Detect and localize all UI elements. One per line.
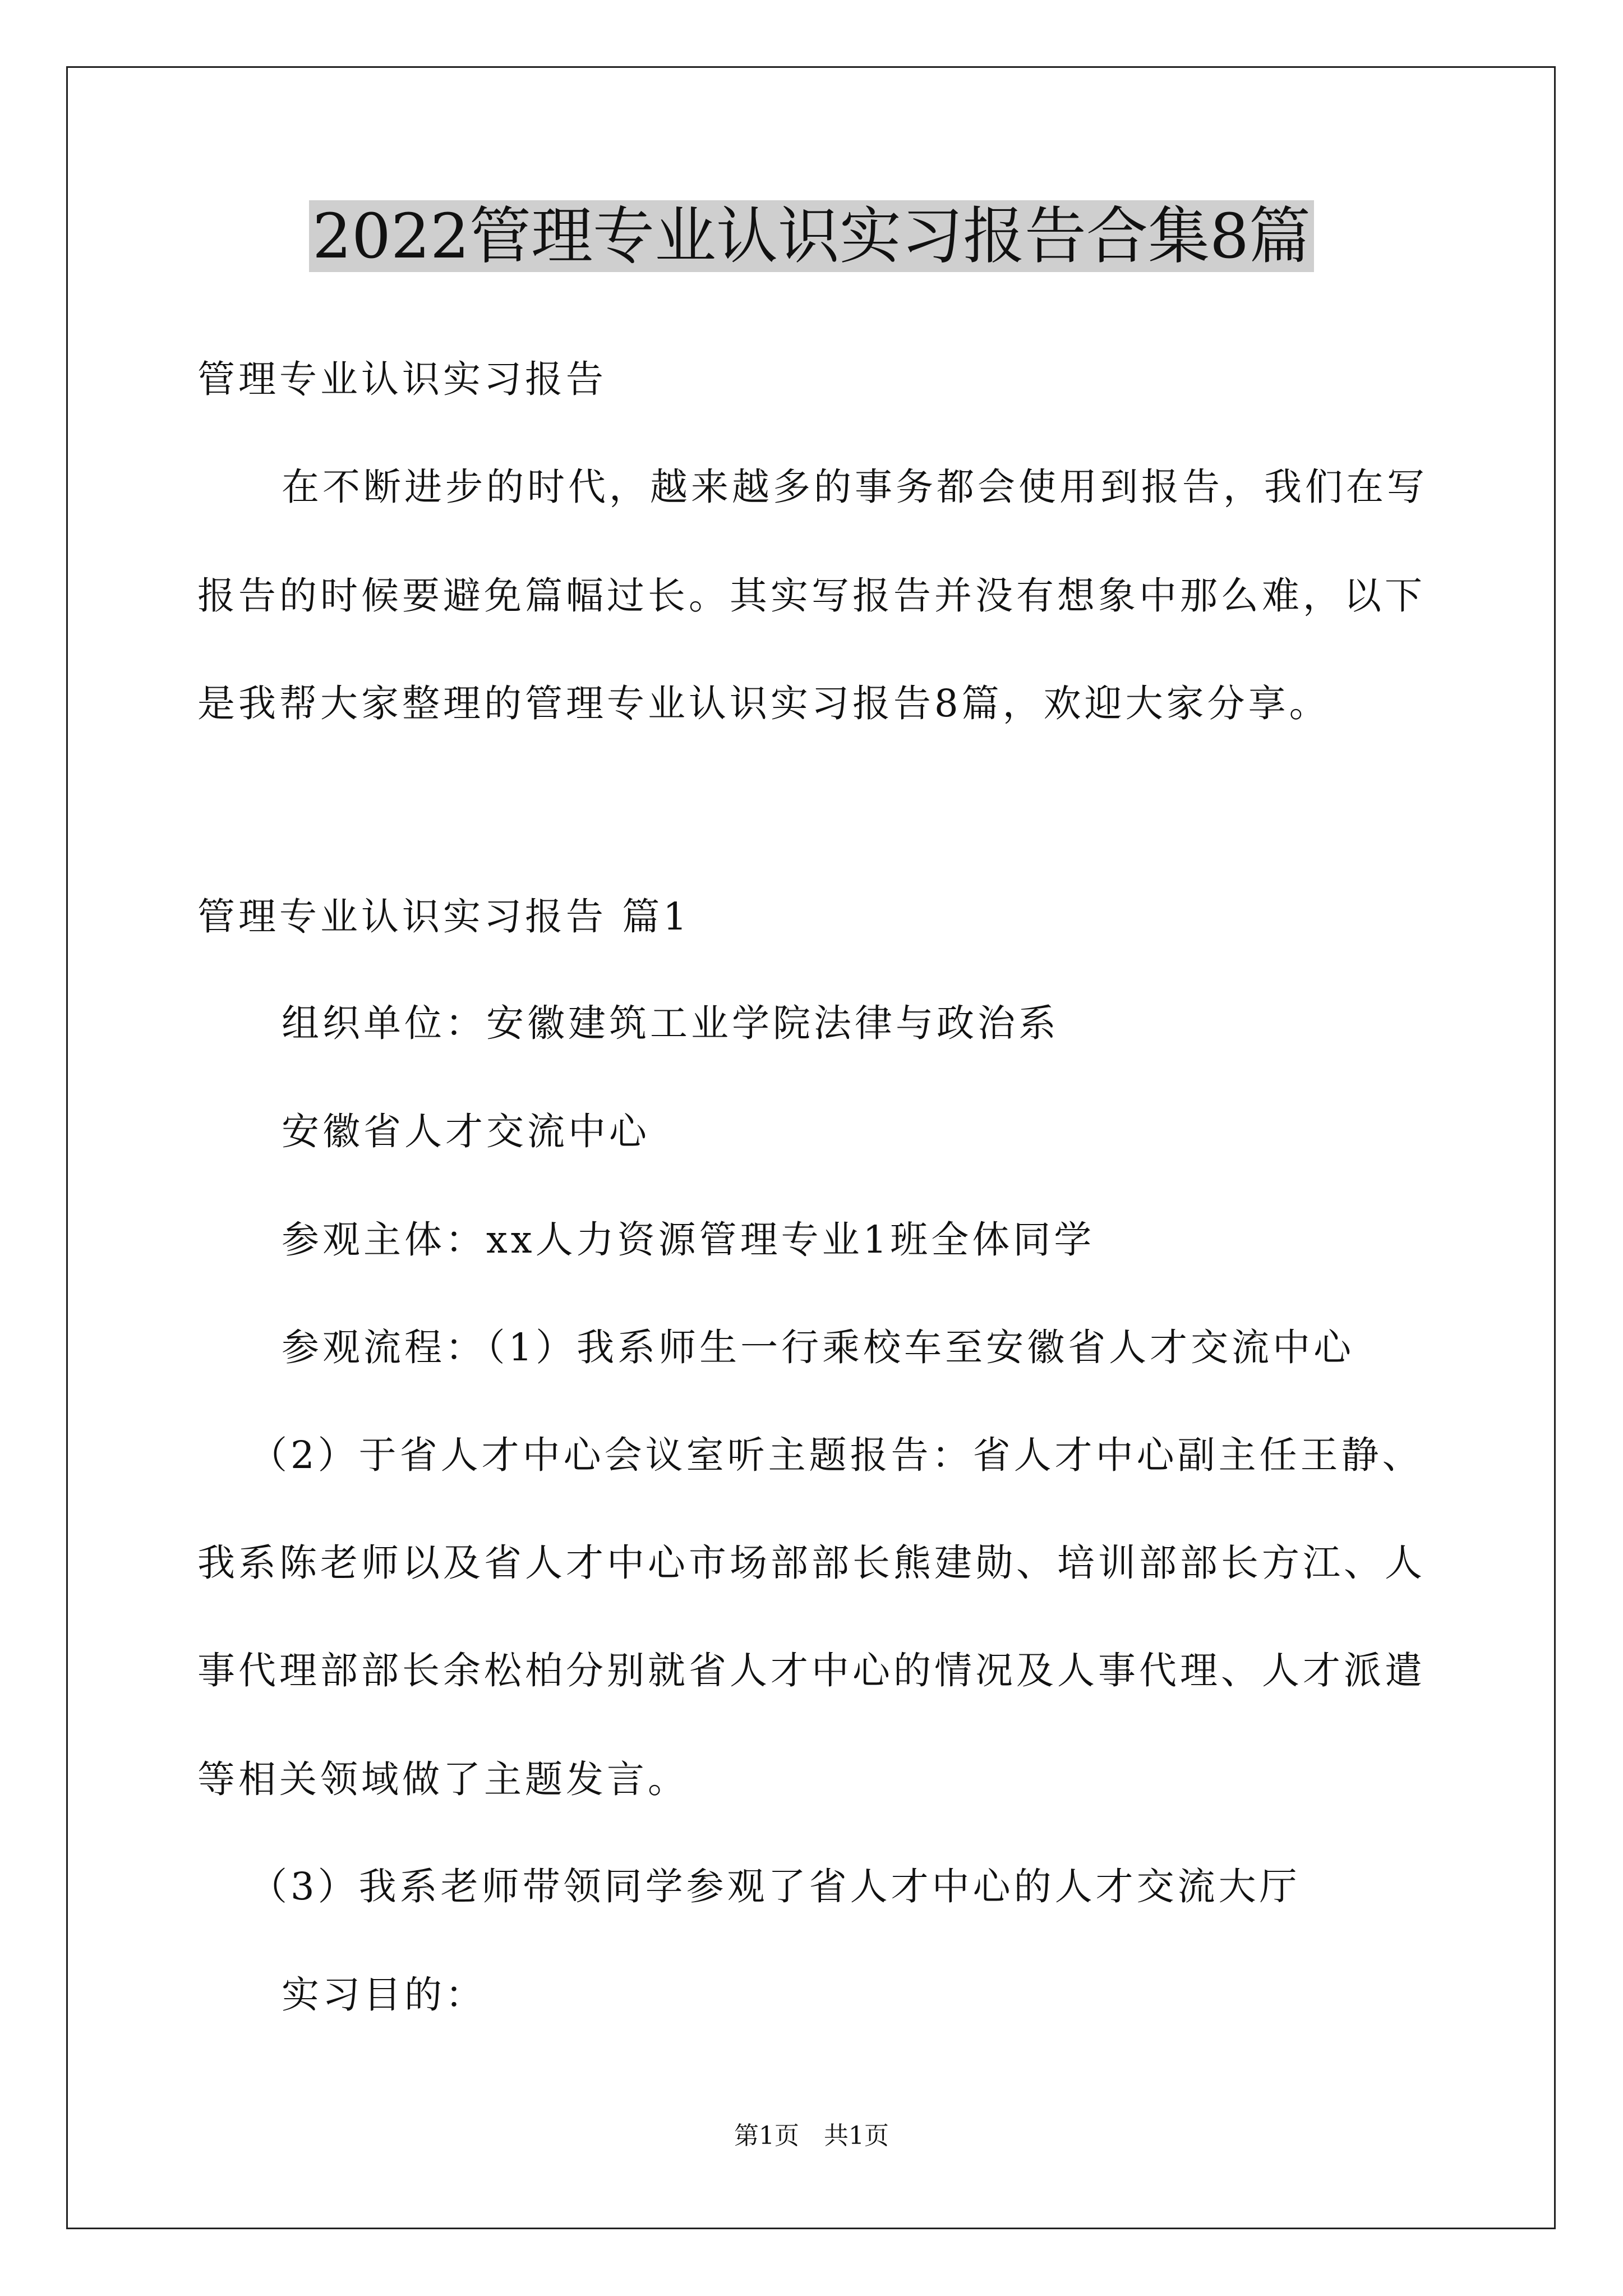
- section-heading: 管理专业认识实习报告 篇1: [197, 895, 690, 938]
- intro-line-3: 是我帮大家整理的管理专业认识实习报告8篇，欢迎大家分享。: [197, 682, 1330, 725]
- document-subtitle: 管理专业认识实习报告: [197, 357, 607, 401]
- document-title-text: 2022管理专业认识实习报告合集8篇: [309, 200, 1314, 272]
- body-line-10: 实习目的：: [282, 1973, 486, 2017]
- body-line-5: （2）于省人才中心会议室听主题报告：省人才中心副主任王静、: [250, 1433, 1423, 1477]
- body-line-9: （3）我系老师带领同学参观了省人才中心的人才交流大厅: [250, 1865, 1301, 1908]
- body-line-4: 参观流程：（1）我系师生一行乘校车至安徽省人才交流中心: [282, 1326, 1355, 1369]
- body-line-6: 我系陈老师以及省人才中心市场部部长熊建勋、培训部部长方江、人: [197, 1541, 1426, 1585]
- intro-line-2: 报告的时候要避免篇幅过长。其实写报告并没有想象中那么难，以下: [197, 574, 1426, 618]
- body-line-1: 组织单位：安徽建筑工业学院法律与政治系: [282, 1001, 1059, 1045]
- intro-line-1: 在不断进步的时代，越来越多的事务都会使用到报告，我们在写: [282, 465, 1428, 509]
- page-footer: 第1页 共1页: [734, 2122, 889, 2150]
- body-line-7: 事代理部部长余松柏分别就省人才中心的情况及人事代理、人才派遣: [197, 1649, 1426, 1692]
- body-line-8: 等相关领域做了主题发言。: [197, 1757, 689, 1801]
- body-line-3: 参观主体：xx人力资源管理专业1班全体同学: [282, 1218, 1095, 1262]
- body-line-2: 安徽省人才交流中心: [282, 1110, 650, 1153]
- document-title: [0, 200, 1623, 273]
